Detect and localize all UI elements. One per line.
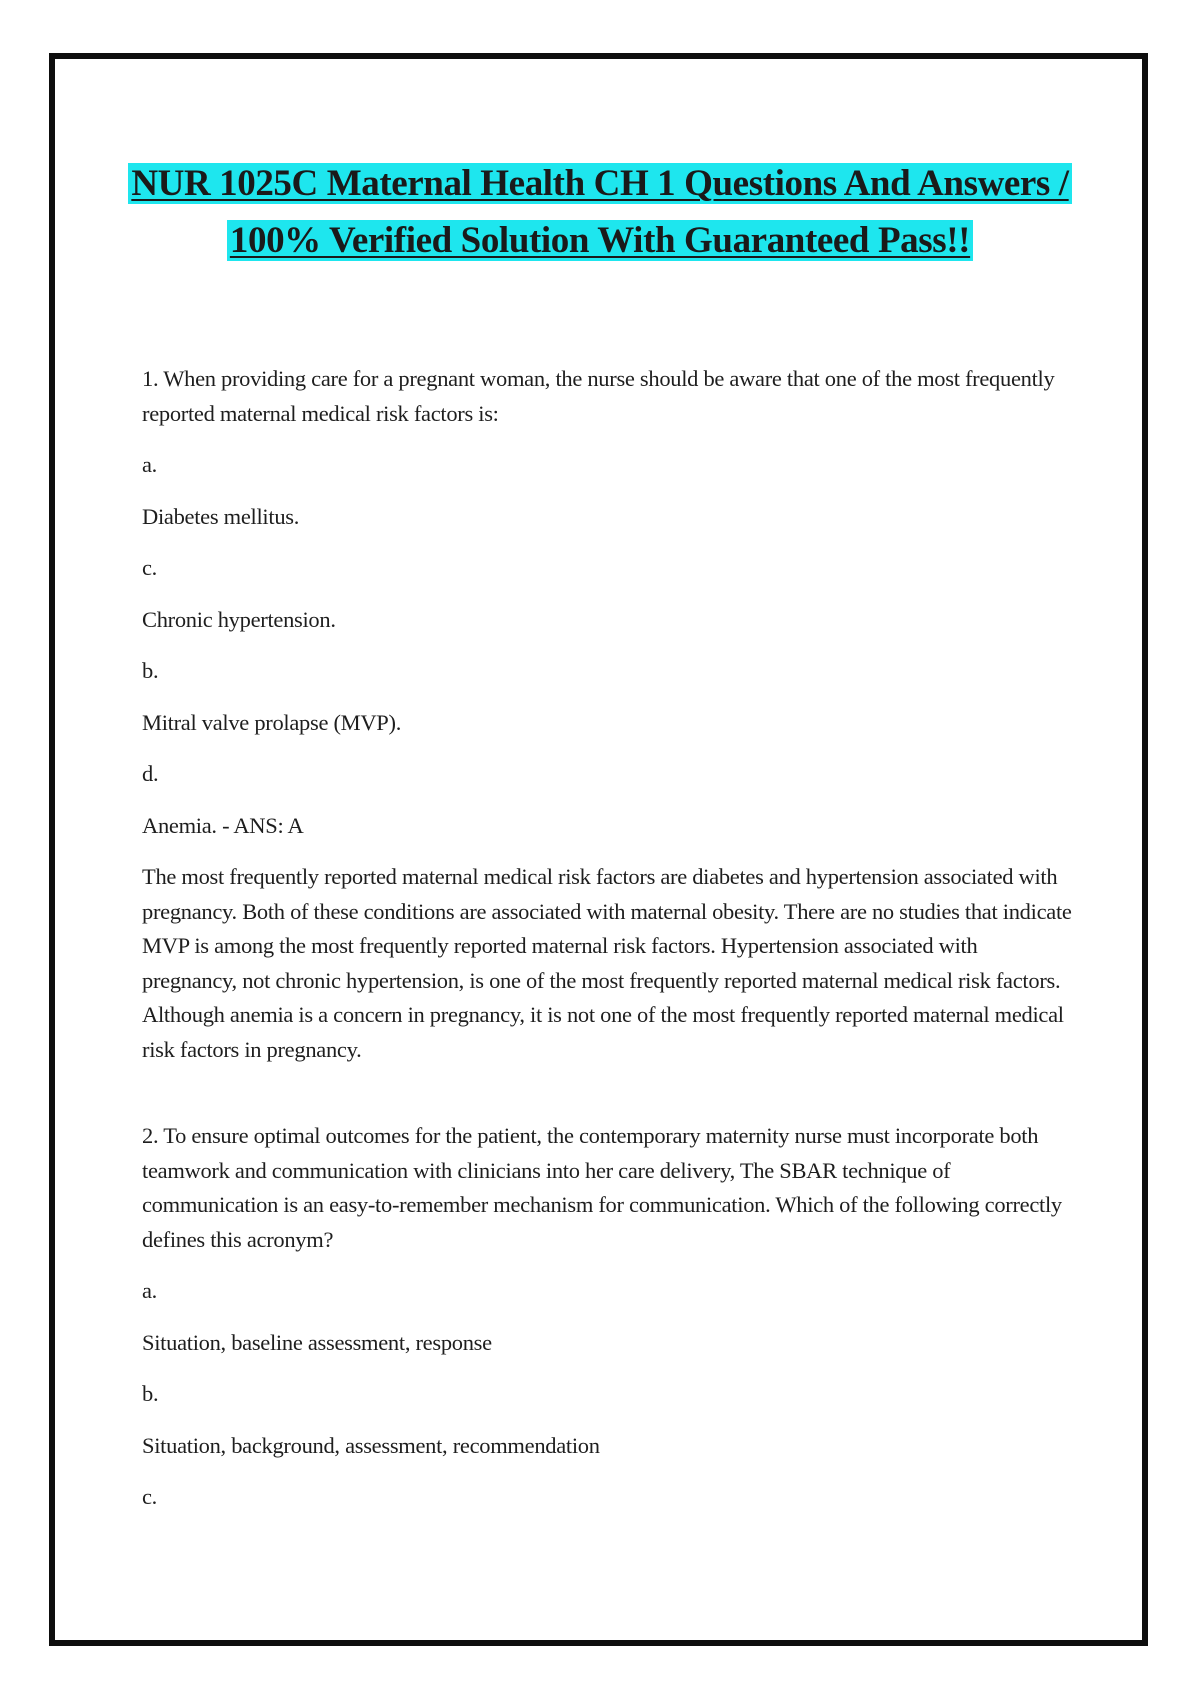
document-title [100, 155, 1100, 269]
q1-option-text-b: Mitral valve prolapse (MVP). [142, 709, 402, 735]
title-line-1: NUR 1025C Maternal Health CH 1 Questions And Answers / [128, 163, 1071, 204]
question-2-text: 2. To ensure optimal outcomes for the patient, the contemporary maternity nurse must incorporate both teamwork and communication with clinicians into her care delivery, The SBAR technique of communication is an easy-to-remember mechanism for communication. Which of the following correctly defines this acronym? [142, 1123, 1062, 1252]
question-1-text: 1. When providing care for a pregnant woman, the nurse should be aware that one of the most frequently reported maternal medical risk factors is: [142, 366, 1055, 426]
q1-option-label-a: a. [142, 452, 158, 477]
q2-option-label-b: b. [142, 1381, 159, 1406]
document-body [142, 362, 1072, 1515]
q1-option-label-c: c. [142, 555, 158, 580]
q1-option-label-d: d. [142, 761, 159, 786]
q1-option-text-d-answer: Anemia. - ANS: A [142, 812, 304, 838]
q2-option-text-b: Situation, background, assessment, recommendation [142, 1432, 600, 1458]
q2-option-label-a: a. [142, 1278, 158, 1303]
q2-option-text-a: Situation, baseline assessment, response [142, 1329, 492, 1355]
q2-option-label-c: c. [142, 1484, 158, 1509]
q1-option-text-a: Diabetes mellitus. [142, 503, 300, 529]
q1-option-text-c: Chronic hypertension. [142, 606, 336, 632]
q1-explanation: The most frequently reported maternal medical risk factors are diabetes and hypertension associated with pregnancy. Both of these conditions are associated with maternal obesity. There are no studies that indicate MVP is among the most frequently reported maternal risk factors. Hypertension associated with pregnancy, not chronic hypertension, is one of the most frequently reported maternal medical risk factors. Although anemia is a concern in pregnancy, it is not one of the most frequently reported maternal medical risk factors in pregnancy. [142, 864, 1072, 1062]
title-line-2: 100% Verified Solution With Guaranteed Pass!! [227, 220, 973, 261]
q1-option-label-b: b. [142, 658, 159, 683]
